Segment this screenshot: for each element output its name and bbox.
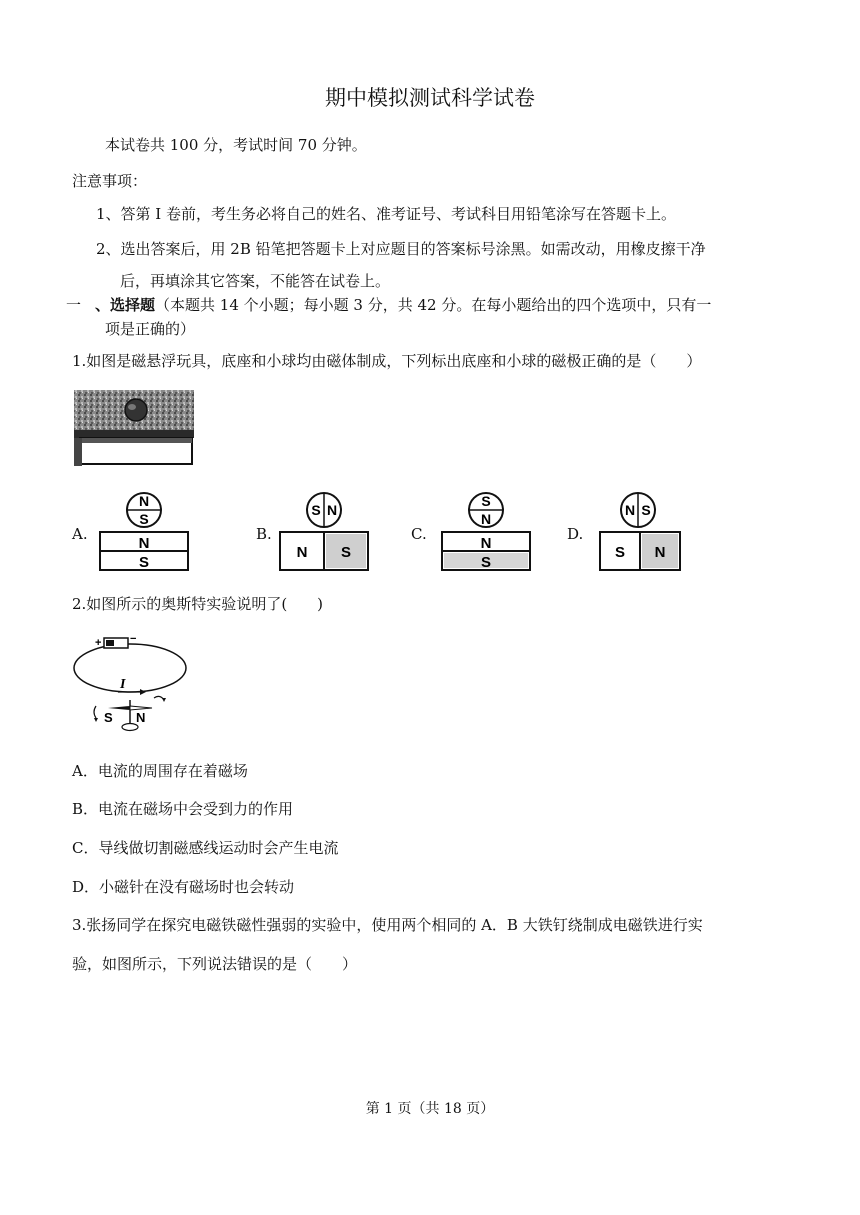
page-footer: 第 1 页（共 18 页） bbox=[365, 1101, 495, 1117]
base-left-pole: S bbox=[614, 544, 626, 561]
base-right-pole: N bbox=[654, 544, 666, 561]
ball-bottom-pole: S bbox=[139, 511, 149, 527]
current-label: I bbox=[120, 677, 126, 692]
notice-item-2: 2、选出答案后，用 2B 铅笔把答题卡上对应题目的答案标号涂黑。如需改动，用橡皮擦干净 bbox=[96, 240, 706, 258]
q1-option-a-diagram[interactable] bbox=[98, 490, 190, 572]
section-desc-cont: 项是正确的） bbox=[105, 320, 196, 338]
ball-left-pole: N bbox=[624, 502, 636, 518]
maglev-toy-photo bbox=[72, 388, 196, 470]
wire-loop bbox=[74, 644, 186, 692]
q2-option-a[interactable]: A．电流的周围存在着磁场 bbox=[72, 762, 248, 780]
q1-option-a-letter[interactable]: A. bbox=[72, 525, 88, 543]
base-bottom-pole: S bbox=[138, 554, 150, 571]
q1-option-d-letter[interactable]: D. bbox=[567, 525, 584, 543]
exam-intro: 本试卷共 100 分，考试时间 70 分钟。 bbox=[105, 136, 367, 154]
base-left-pole: N bbox=[296, 544, 308, 561]
question-2-stem: 2.如图所示的奥斯特实验说明了( ) bbox=[72, 595, 324, 613]
rotation-arrow-icon bbox=[94, 706, 96, 718]
needle-n-label: N bbox=[136, 710, 146, 725]
ball-top-pole: N bbox=[138, 493, 150, 509]
base-bottom-pole: S bbox=[480, 554, 492, 571]
base-right-pole: S bbox=[340, 544, 352, 561]
notice-item-1: 1、答第 I 卷前，考生务必将自己的姓名、准考证号、考试科目用铅笔涂写在答题卡上。 bbox=[96, 205, 677, 223]
notice-heading: 注意事项： bbox=[72, 172, 148, 190]
section-name: 、选择题 bbox=[95, 296, 156, 314]
ball-top-pole: S bbox=[481, 493, 491, 509]
q1-option-b-letter[interactable]: B. bbox=[256, 525, 272, 543]
ball-right-pole: N bbox=[326, 502, 338, 518]
question-3-stem-line1: 3.张扬同学在探究电磁铁磁性强弱的实验中，使用两个相同的 A．B 大铁钉绕制成电磁铁进行实 bbox=[72, 916, 703, 934]
q2-option-d[interactable]: D．小磁针在没有磁场时也会转动 bbox=[72, 878, 295, 896]
q1-option-b-diagram[interactable] bbox=[276, 490, 372, 572]
current-arrow-icon bbox=[140, 689, 146, 695]
question-3-stem-line2: 验，如图所示，下列说法错误的是（ ） bbox=[72, 955, 358, 973]
base-top-pole: N bbox=[480, 535, 492, 552]
needle-s-label: S bbox=[104, 710, 113, 725]
ball-bottom-pole: N bbox=[480, 511, 492, 527]
oersted-experiment-figure bbox=[68, 628, 194, 734]
q2-option-b[interactable]: B．电流在磁场中会受到力的作用 bbox=[72, 800, 294, 818]
q1-option-c-letter[interactable]: C. bbox=[411, 525, 427, 543]
q2-option-c[interactable]: C．导线做切割磁感线运动时会产生电流 bbox=[72, 839, 339, 857]
page-title: 期中模拟测试科学试卷 bbox=[325, 86, 535, 110]
section-desc: （本题共 14 个小题；每小题 3 分，共 42 分。在每小题给出的四个选项中，只有一 bbox=[155, 296, 712, 314]
base-top-pole: N bbox=[138, 535, 150, 552]
section-heading bbox=[66, 294, 711, 315]
q1-option-d-diagram[interactable] bbox=[596, 490, 684, 572]
question-1-stem: 1.如图是磁悬浮玩具，底座和小球均由磁体制成，下列标出底座和小球的磁极正确的是（ ） bbox=[72, 352, 702, 370]
section-number: 一 bbox=[66, 296, 82, 314]
q1-option-c-diagram[interactable] bbox=[440, 490, 532, 572]
notice-item-2-cont: 后，再填涂其它答案，不能答在试卷上。 bbox=[120, 272, 391, 290]
battery-plus-label: + bbox=[95, 637, 102, 649]
ball-right-pole: S bbox=[641, 502, 651, 518]
battery-minus-label: − bbox=[130, 633, 137, 645]
ball-left-pole: S bbox=[311, 502, 321, 518]
